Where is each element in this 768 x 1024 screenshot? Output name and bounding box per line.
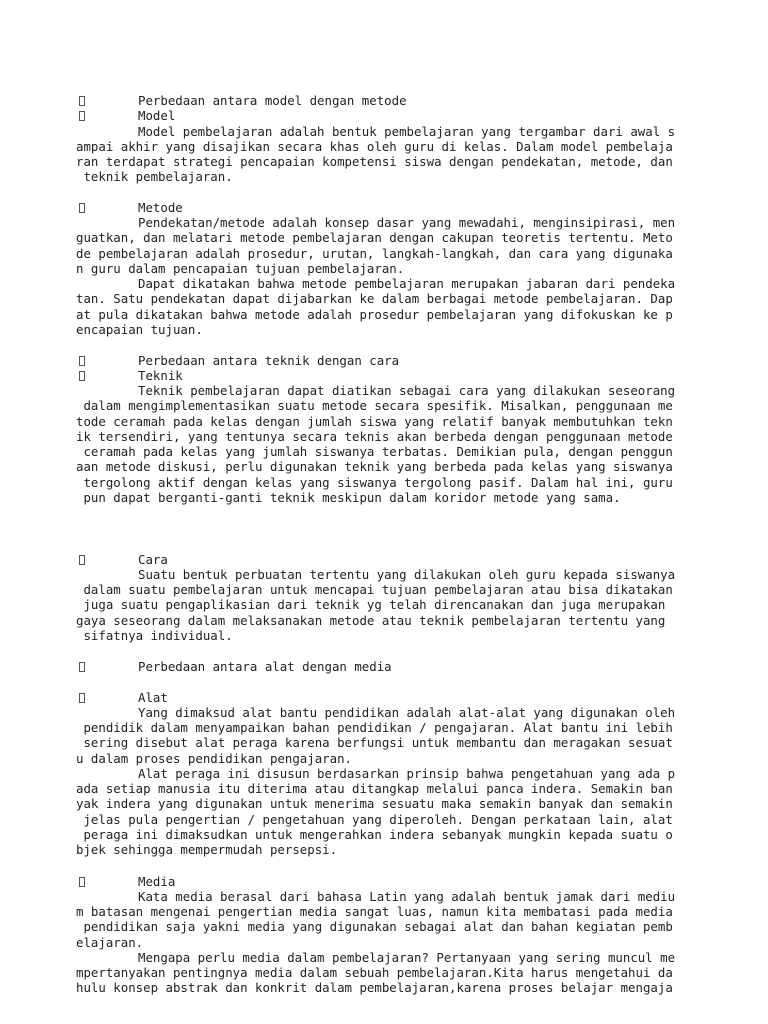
paragraph-line: teknik pembelajaran. — [76, 169, 233, 184]
paragraph-line: hulu konsep abstrak dan konkrit dalam pembelajaran,karena proses belajar mengaja — [76, 980, 673, 995]
paragraph-line: pendidik dalam menyampaikan bahan pendidikan / pengajaran. Alat bantu ini lebih — [76, 720, 673, 735]
bullet-box-icon — [79, 356, 85, 366]
paragraph-line: yak indera yang digunakan untuk menerima sesuatu maka semakin banyak dan semakin — [76, 796, 673, 811]
paragraph-line: Pendekatan/metode adalah konsep dasar yang mewadahi, menginsipirasi, men — [138, 215, 676, 230]
paragraph-line: ampai akhir yang disajikan secara khas oleh guru di kelas. Dalam model pembelaja — [76, 139, 673, 154]
paragraph-line: encapaian tujuan. — [76, 322, 203, 337]
bullet-box-icon — [79, 693, 85, 703]
heading-alat-media: Perbedaan antara alat dengan media — [138, 659, 392, 674]
heading-teknik: Teknik — [138, 368, 183, 383]
bullet-box-icon — [79, 371, 85, 381]
paragraph-line: m batasan mengenai pengertian media sangat luas, namun kita membatasi pada media — [76, 904, 673, 919]
paragraph-line: at pula dikatakan bahwa metode adalah prosedur pembelajaran yang difokuskan ke p — [76, 307, 673, 322]
paragraph-line: de pembelajaran adalah prosedur, urutan, langkah-langkah, dan cara yang digunaka — [76, 246, 673, 261]
paragraph-line: tode ceramah pada kelas dengan jumlah siswa yang relatif banyak membutuhkan tekn — [76, 414, 673, 429]
paragraph-line: bjek sehingga mempermudah persepsi. — [76, 842, 338, 857]
bullet-box-icon — [79, 96, 85, 106]
paragraph-line: Dapat dikatakan bahwa metode pembelajaran merupakan jabaran dari pendeka — [138, 276, 676, 291]
paragraph-line: ik tersendiri, yang tentunya secara teknis akan berbeda dengan penggunaan metode — [76, 429, 673, 444]
paragraph-line: jelas pula pengertian / pengetahuan yang diperoleh. Dengan perkataan lain, alat — [76, 812, 673, 827]
paragraph-line: sering disebut alat peraga karena berfungsi untuk membantu dan meragakan sesuat — [76, 735, 673, 750]
paragraph-line: guatkan, dan melatari metode pembelajaran dengan cakupan teoretis tertentu. Meto — [76, 230, 673, 245]
paragraph-line: peraga ini dimaksudkan untuk mengerahkan indera sebanyak mungkin kepada suatu o — [76, 827, 673, 842]
paragraph-line: aan metode diskusi, perlu digunakan teknik yang berbeda pada kelas yang siswanya — [76, 459, 673, 474]
paragraph-line: u dalam proses pendidikan pengajaran. — [76, 751, 353, 766]
heading-cara: Cara — [138, 552, 168, 567]
heading-teknik-cara: Perbedaan antara teknik dengan cara — [138, 353, 400, 368]
paragraph-line: mpertanyakan pentingnya media dalam sebuah pembelajaran.Kita harus mengetahui da — [76, 965, 673, 980]
paragraph-line: ceramah pada kelas yang jumlah siswanya terbatas. Demikian pula, dengan penggun — [76, 444, 673, 459]
paragraph-line: ran terdapat strategi pencapaian kompetensi siswa dengan pendekatan, metode, dan — [76, 154, 673, 169]
paragraph-line: Alat peraga ini disusun berdasarkan prinsip bahwa pengetahuan yang ada p — [138, 766, 676, 781]
bullet-box-icon — [79, 555, 85, 565]
paragraph-line: sifatnya individual. — [76, 628, 233, 643]
paragraph-line: Model pembelajaran adalah bentuk pembelajaran yang tergambar dari awal s — [138, 124, 676, 139]
bullet-box-icon — [79, 877, 85, 887]
bullet-box-icon — [79, 111, 85, 121]
paragraph-line: gaya seseorang dalam melaksanakan metode atau teknik pembelajaran tertentu yang — [76, 613, 666, 628]
bullet-box-icon — [79, 662, 85, 672]
heading-alat: Alat — [138, 690, 168, 705]
paragraph-line: Kata media berasal dari bahasa Latin yang adalah bentuk jamak dari mediu — [138, 889, 676, 904]
heading-media: Media — [138, 874, 176, 889]
paragraph-line: Yang dimaksud alat bantu pendidikan adalah alat-alat yang digunakan oleh — [138, 705, 676, 720]
paragraph-line: pendidikan saja yakni media yang digunakan sebagai alat dan bahan kegiatan pemb — [76, 919, 673, 934]
heading-model: Model — [138, 108, 176, 123]
paragraph-line: n guru dalam pencapaian tujuan pembelajaran. — [76, 261, 405, 276]
paragraph-line: juga suatu pengaplikasian dari teknik yg telah direncanakan dan juga merupakan — [76, 597, 666, 612]
paragraph-line: Mengapa perlu media dalam pembelajaran? Pertanyaan yang sering muncul me — [138, 950, 676, 965]
paragraph-line: tergolong aktif dengan kelas yang siswanya tergolong pasif. Dalam hal ini, guru — [76, 475, 673, 490]
paragraph-line: Suatu bentuk perbuatan tertentu yang dilakukan oleh guru kepada siswanya — [138, 567, 676, 582]
paragraph-line: Teknik pembelajaran dapat diatikan sebagai cara yang dilakukan seseorang — [138, 383, 676, 398]
paragraph-line: ada setiap manusia itu diterima atau ditangkap melalui panca indera. Semakin ban — [76, 781, 673, 796]
paragraph-line: dalam suatu pembelajaran untuk mencapai tujuan pembelajaran atau bisa dikatakan — [76, 582, 673, 597]
paragraph-line: tan. Satu pendekatan dapat dijabarkan ke dalam berbagai metode pembelajaran. Dap — [76, 291, 673, 306]
heading-metode: Metode — [138, 200, 183, 215]
paragraph-line: dalam mengimplementasikan suatu metode secara spesifik. Misalkan, penggunaan me — [76, 398, 673, 413]
bullet-box-icon — [79, 203, 85, 213]
paragraph-line: elajaran. — [76, 935, 144, 950]
heading-model-metode: Perbedaan antara model dengan metode — [138, 93, 407, 108]
paragraph-line: pun dapat berganti-ganti teknik meskipun dalam koridor metode yang sama. — [76, 490, 621, 505]
